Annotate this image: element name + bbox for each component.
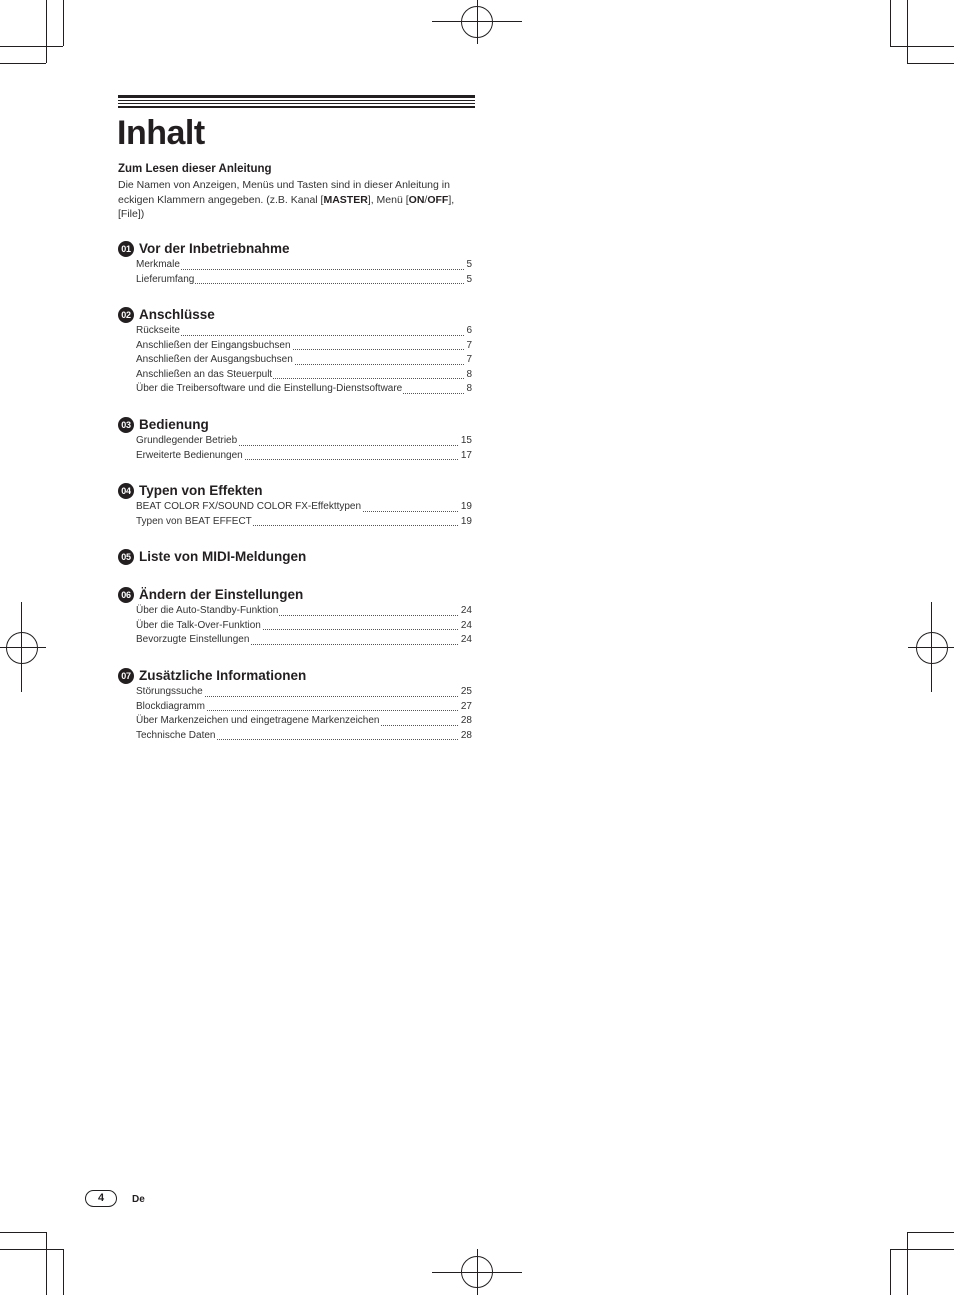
chapter-title: Liste von MIDI-Meldungen bbox=[139, 549, 307, 564]
language-code: De bbox=[132, 1194, 145, 1205]
crop-mark bbox=[907, 1232, 908, 1295]
toc-chapter-02 bbox=[118, 306, 478, 397]
toc-entry[interactable]: Merkmale 5 bbox=[136, 258, 472, 273]
toc-entry[interactable]: Anschließen der Eingangsbuchsen 7 bbox=[136, 339, 472, 354]
crop-mark bbox=[907, 1232, 954, 1233]
chapter-title: Vor der Inbetriebnahme bbox=[139, 241, 290, 256]
title-rule bbox=[118, 95, 475, 108]
toc-chapter-04 bbox=[118, 482, 478, 529]
toc-chapter-03 bbox=[118, 416, 478, 463]
crop-mark bbox=[931, 602, 932, 692]
toc-entry[interactable]: Über Markenzeichen und eingetragene Markenzeichen 28 bbox=[136, 714, 472, 729]
page-number: 4 bbox=[85, 1190, 117, 1207]
chapter-number-badge: 07 bbox=[118, 668, 134, 684]
crop-mark bbox=[477, 1249, 478, 1295]
toc-entry[interactable]: Über die Treibersoftware und die Einstellung-Dienstsoftware 8 bbox=[136, 382, 472, 397]
chapter-heading[interactable] bbox=[118, 586, 478, 604]
chapter-heading[interactable] bbox=[118, 306, 478, 324]
toc-entry[interactable]: Über die Auto-Standby-Funktion 24 bbox=[136, 604, 472, 619]
crop-mark bbox=[21, 602, 22, 692]
crop-mark bbox=[63, 0, 64, 46]
crop-mark bbox=[890, 0, 891, 46]
crop-mark bbox=[0, 63, 46, 64]
chapter-title: Anschlüsse bbox=[139, 307, 215, 322]
chapter-heading[interactable] bbox=[118, 667, 478, 685]
toc-chapter-06 bbox=[118, 586, 478, 648]
crop-mark bbox=[46, 0, 47, 63]
crop-mark bbox=[907, 63, 954, 64]
chapter-heading[interactable] bbox=[118, 416, 478, 434]
chapter-title: Ändern der Einstellungen bbox=[139, 587, 304, 602]
crop-mark bbox=[0, 1249, 63, 1250]
chapter-number-badge: 01 bbox=[118, 241, 134, 257]
toc-entry[interactable]: Technische Daten 28 bbox=[136, 729, 472, 744]
crop-mark bbox=[0, 647, 46, 648]
toc-entry[interactable]: Blockdiagramm 27 bbox=[136, 700, 472, 715]
crop-mark bbox=[46, 1232, 47, 1295]
toc-entry[interactable]: Anschließen der Ausgangsbuchsen 7 bbox=[136, 353, 472, 368]
toc-entry[interactable]: Grundlegender Betrieb 15 bbox=[136, 434, 472, 449]
chapter-number-badge: 03 bbox=[118, 417, 134, 433]
crop-mark bbox=[907, 0, 908, 63]
toc-chapter-01 bbox=[118, 240, 478, 287]
crop-mark bbox=[63, 1249, 64, 1295]
crop-mark bbox=[0, 46, 63, 47]
chapter-number-badge: 05 bbox=[118, 549, 134, 565]
toc-entry[interactable]: Lieferumfang 5 bbox=[136, 273, 472, 288]
reading-guide-heading: Zum Lesen dieser Anleitung bbox=[118, 163, 272, 175]
chapter-title: Bedienung bbox=[139, 417, 209, 432]
chapter-title: Typen von Effekten bbox=[139, 483, 263, 498]
toc-entry[interactable]: Erweiterte Bedienungen 17 bbox=[136, 449, 472, 464]
crop-mark bbox=[477, 0, 478, 44]
chapter-heading[interactable] bbox=[118, 548, 478, 566]
toc-entry[interactable]: Bevorzugte Einstellungen 24 bbox=[136, 633, 472, 648]
crop-mark bbox=[0, 1232, 46, 1233]
toc-entry[interactable]: Rückseite 6 bbox=[136, 324, 472, 339]
registration-mark-icon bbox=[6, 632, 38, 664]
crop-mark bbox=[890, 1249, 954, 1250]
toc-entry[interactable]: Typen von BEAT EFFECT 19 bbox=[136, 515, 472, 530]
toc-entry[interactable]: BEAT COLOR FX/SOUND COLOR FX-Effekttypen 19 bbox=[136, 500, 472, 515]
chapter-number-badge: 04 bbox=[118, 483, 134, 499]
chapter-heading[interactable] bbox=[118, 482, 478, 500]
toc-entry[interactable]: Anschließen an das Steuerpult 8 bbox=[136, 368, 472, 383]
reading-guide-text: Die Namen von Anzeigen, Menüs und Tasten sind in dieser Anleitung in eckigen Klammern angegeben. (z.B. Kanal [MASTER], Menü [ON/OFF], [File]) bbox=[118, 179, 455, 220]
chapter-title: Zusätzliche Informationen bbox=[139, 668, 307, 683]
crop-mark bbox=[890, 1249, 891, 1295]
toc-chapter-05 bbox=[118, 548, 478, 566]
page-title: Inhalt bbox=[117, 114, 205, 152]
toc-chapter-07 bbox=[118, 667, 478, 743]
chapter-number-badge: 02 bbox=[118, 307, 134, 323]
toc-entry[interactable]: Über die Talk-Over-Funktion 24 bbox=[136, 619, 472, 634]
crop-mark bbox=[890, 46, 954, 47]
chapter-heading[interactable] bbox=[118, 240, 478, 258]
reading-guide bbox=[118, 162, 478, 222]
registration-mark-icon bbox=[916, 632, 948, 664]
chapter-number-badge: 06 bbox=[118, 587, 134, 603]
toc-entry[interactable]: Störungssuche 25 bbox=[136, 685, 472, 700]
